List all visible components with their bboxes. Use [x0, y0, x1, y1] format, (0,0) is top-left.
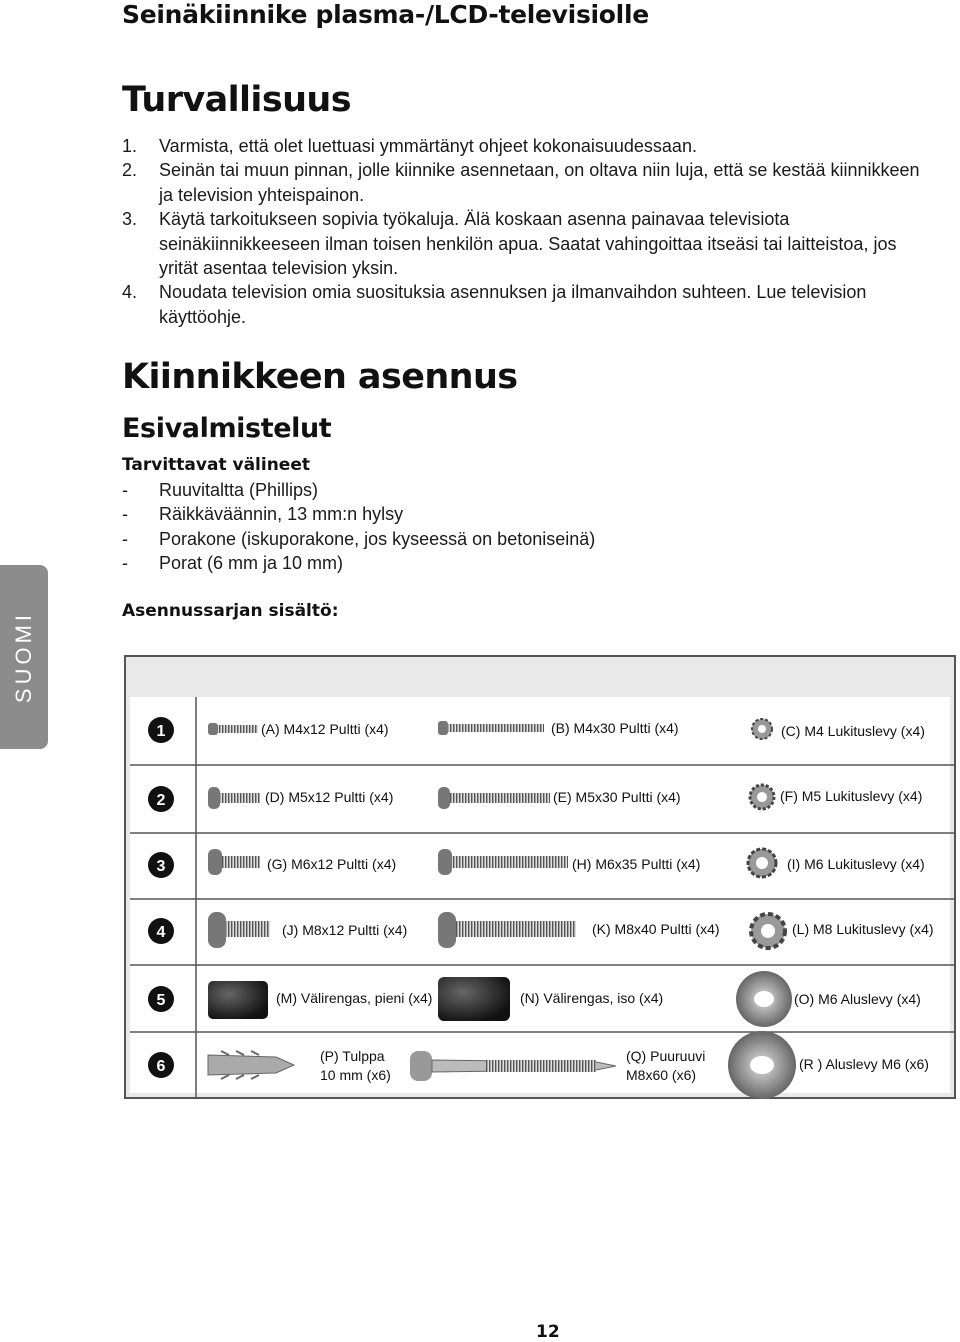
kit-grid	[130, 697, 954, 1097]
kit-label-d: (D) M5x12 Pultti (x4)	[265, 789, 394, 805]
row-2-badge	[148, 786, 174, 812]
kit-label-a: (A) M4x12 Pultti (x4)	[261, 721, 389, 737]
row-5-badge	[148, 986, 174, 1012]
bolt-m6x35-icon	[438, 849, 568, 875]
list-dash: -	[122, 480, 128, 500]
kit-label-k: (K) M8x40 Pultti (x4)	[592, 921, 720, 937]
list-item	[122, 207, 958, 280]
bolt-m4x30-icon	[438, 721, 544, 735]
spacer-large-icon	[438, 977, 510, 1021]
kit-label-p	[320, 1047, 391, 1085]
kit-label-r: (R ) Aluslevy M6 (x6)	[799, 1056, 929, 1072]
list-item	[122, 551, 822, 575]
bolt-m4x12-icon	[208, 723, 258, 735]
list-dash: -	[122, 504, 128, 525]
hardware-kit-figure	[124, 655, 956, 1099]
kit-label-q-line2: M8x60 (x6)	[626, 1067, 697, 1083]
bolt-m6x12-icon	[208, 849, 260, 875]
kit-label-l: (L) M8 Lukituslevy (x4)	[792, 921, 934, 937]
row-number-badges	[148, 717, 174, 1078]
kit-label-i: (I) M6 Lukituslevy (x4)	[787, 856, 925, 872]
list-text: Käytä tarkoitukseen sopivia työkaluja. Älä koskaan asenna painavaa televisiota seinäkiinnikkeeseen ilman toisen henkilön apua. Saatat vahingoittaa itseäsi tai laitteistoa, jos yrität asentaa television yksin.	[159, 209, 897, 279]
list-dash: -	[122, 528, 128, 549]
kit-label-h: (H) M6x35 Pultti (x4)	[572, 856, 701, 872]
list-text: Porakone (iskuporakone, jos kyseessä on betoniseinä)	[159, 528, 596, 549]
flat-washer-large-icon	[728, 1031, 796, 1099]
list-item	[122, 280, 958, 329]
kit-label-m: (M) Välirengas, pieni (x4)	[276, 990, 433, 1006]
page-number: 12	[536, 1322, 560, 1342]
installation-heading: Kiinnikkeen asennus	[122, 357, 518, 397]
bolt-m5x30-icon	[438, 787, 550, 809]
kit-contents-heading: Asennussarjan sisältö:	[122, 601, 339, 621]
kit-label-e: (E) M5x30 Pultti (x4)	[553, 789, 681, 805]
list-text: Varmista, että olet luettuasi ymmärtänyt ohjeet kokonaisuudessaan.	[159, 136, 697, 156]
lock-washer-m4-icon	[752, 719, 772, 739]
list-item	[122, 478, 822, 502]
safety-heading: Turvallisuus	[122, 80, 351, 120]
row-1-badge	[148, 717, 174, 743]
row-3-badge	[148, 852, 174, 878]
bolt-m5x12-icon	[208, 787, 260, 809]
list-item	[122, 527, 822, 551]
kit-label-c: (C) M4 Lukituslevy (x4)	[781, 723, 925, 739]
safety-list	[122, 134, 958, 329]
list-item	[122, 502, 822, 526]
spacer-small-icon	[208, 981, 268, 1019]
language-side-tab	[0, 565, 48, 749]
kit-label-n: (N) Välirengas, iso (x4)	[520, 990, 664, 1006]
row-6-number: 6	[156, 1058, 166, 1075]
list-number: 1.	[122, 136, 138, 156]
lock-washer-m6-icon	[748, 849, 776, 877]
kit-label-g: (G) M6x12 Pultti (x4)	[267, 856, 397, 872]
kit-label-b: (B) M4x30 Pultti (x4)	[551, 720, 679, 736]
row-6-badge	[148, 1052, 174, 1078]
list-number: 4.	[122, 282, 138, 303]
list-dash: -	[122, 553, 128, 574]
kit-label-q	[626, 1047, 705, 1085]
kit-label-o: (O) M6 Aluslevy (x4)	[794, 991, 921, 1007]
bolt-m8x12-icon	[208, 912, 270, 948]
row-4-number: 4	[156, 924, 166, 941]
row-5-number: 5	[156, 992, 166, 1009]
kit-label-q-line1: (Q) Puuruuvi	[626, 1048, 706, 1064]
list-text: Noudata television omia suosituksia asennuksen ja ilmanvaihdon suhteen. Lue television käyttöohje.	[159, 282, 867, 327]
row-4-badge	[148, 918, 174, 944]
bolt-m8x40-icon	[438, 912, 576, 948]
list-text: Räikkäväännin, 13 mm:n hylsy	[159, 504, 404, 525]
row-3-number: 3	[156, 858, 166, 875]
list-number: 2.	[122, 160, 138, 181]
lock-washer-m8-icon	[751, 914, 785, 948]
list-number: 3.	[122, 209, 138, 230]
list-text: Ruuvitaltta (Phillips)	[159, 480, 319, 500]
language-label: SUOMI	[11, 610, 36, 704]
tools-list	[122, 478, 822, 576]
row-1-number: 1	[156, 723, 166, 740]
lock-washer-m5-icon	[750, 785, 774, 809]
row-2-number: 2	[156, 792, 166, 809]
list-item	[122, 134, 958, 158]
tools-heading: Tarvittavat välineet	[122, 455, 310, 475]
wall-plug-icon	[208, 1051, 294, 1079]
kit-label-j: (J) M8x12 Pultti (x4)	[282, 922, 408, 938]
flat-washer-m6-icon	[736, 971, 792, 1027]
wood-screw-icon	[410, 1051, 616, 1081]
list-text: Seinän tai muun pinnan, jolle kiinnike asennetaan, on oltava niin luja, että se kestää kiinnikkeen ja television yhteispainon.	[159, 160, 920, 205]
preparation-subheading: Esivalmistelut	[122, 413, 332, 444]
list-text: Porat (6 mm ja 10 mm)	[159, 553, 344, 574]
document-header-title: Seinäkiinnike plasma-/LCD-televisiolle	[122, 0, 649, 29]
kit-label-p-line1: (P) Tulppa	[320, 1048, 385, 1064]
kit-label-f: (F) M5 Lukituslevy (x4)	[780, 788, 923, 804]
list-item	[122, 158, 958, 207]
kit-label-p-line2: 10 mm (x6)	[320, 1067, 391, 1083]
